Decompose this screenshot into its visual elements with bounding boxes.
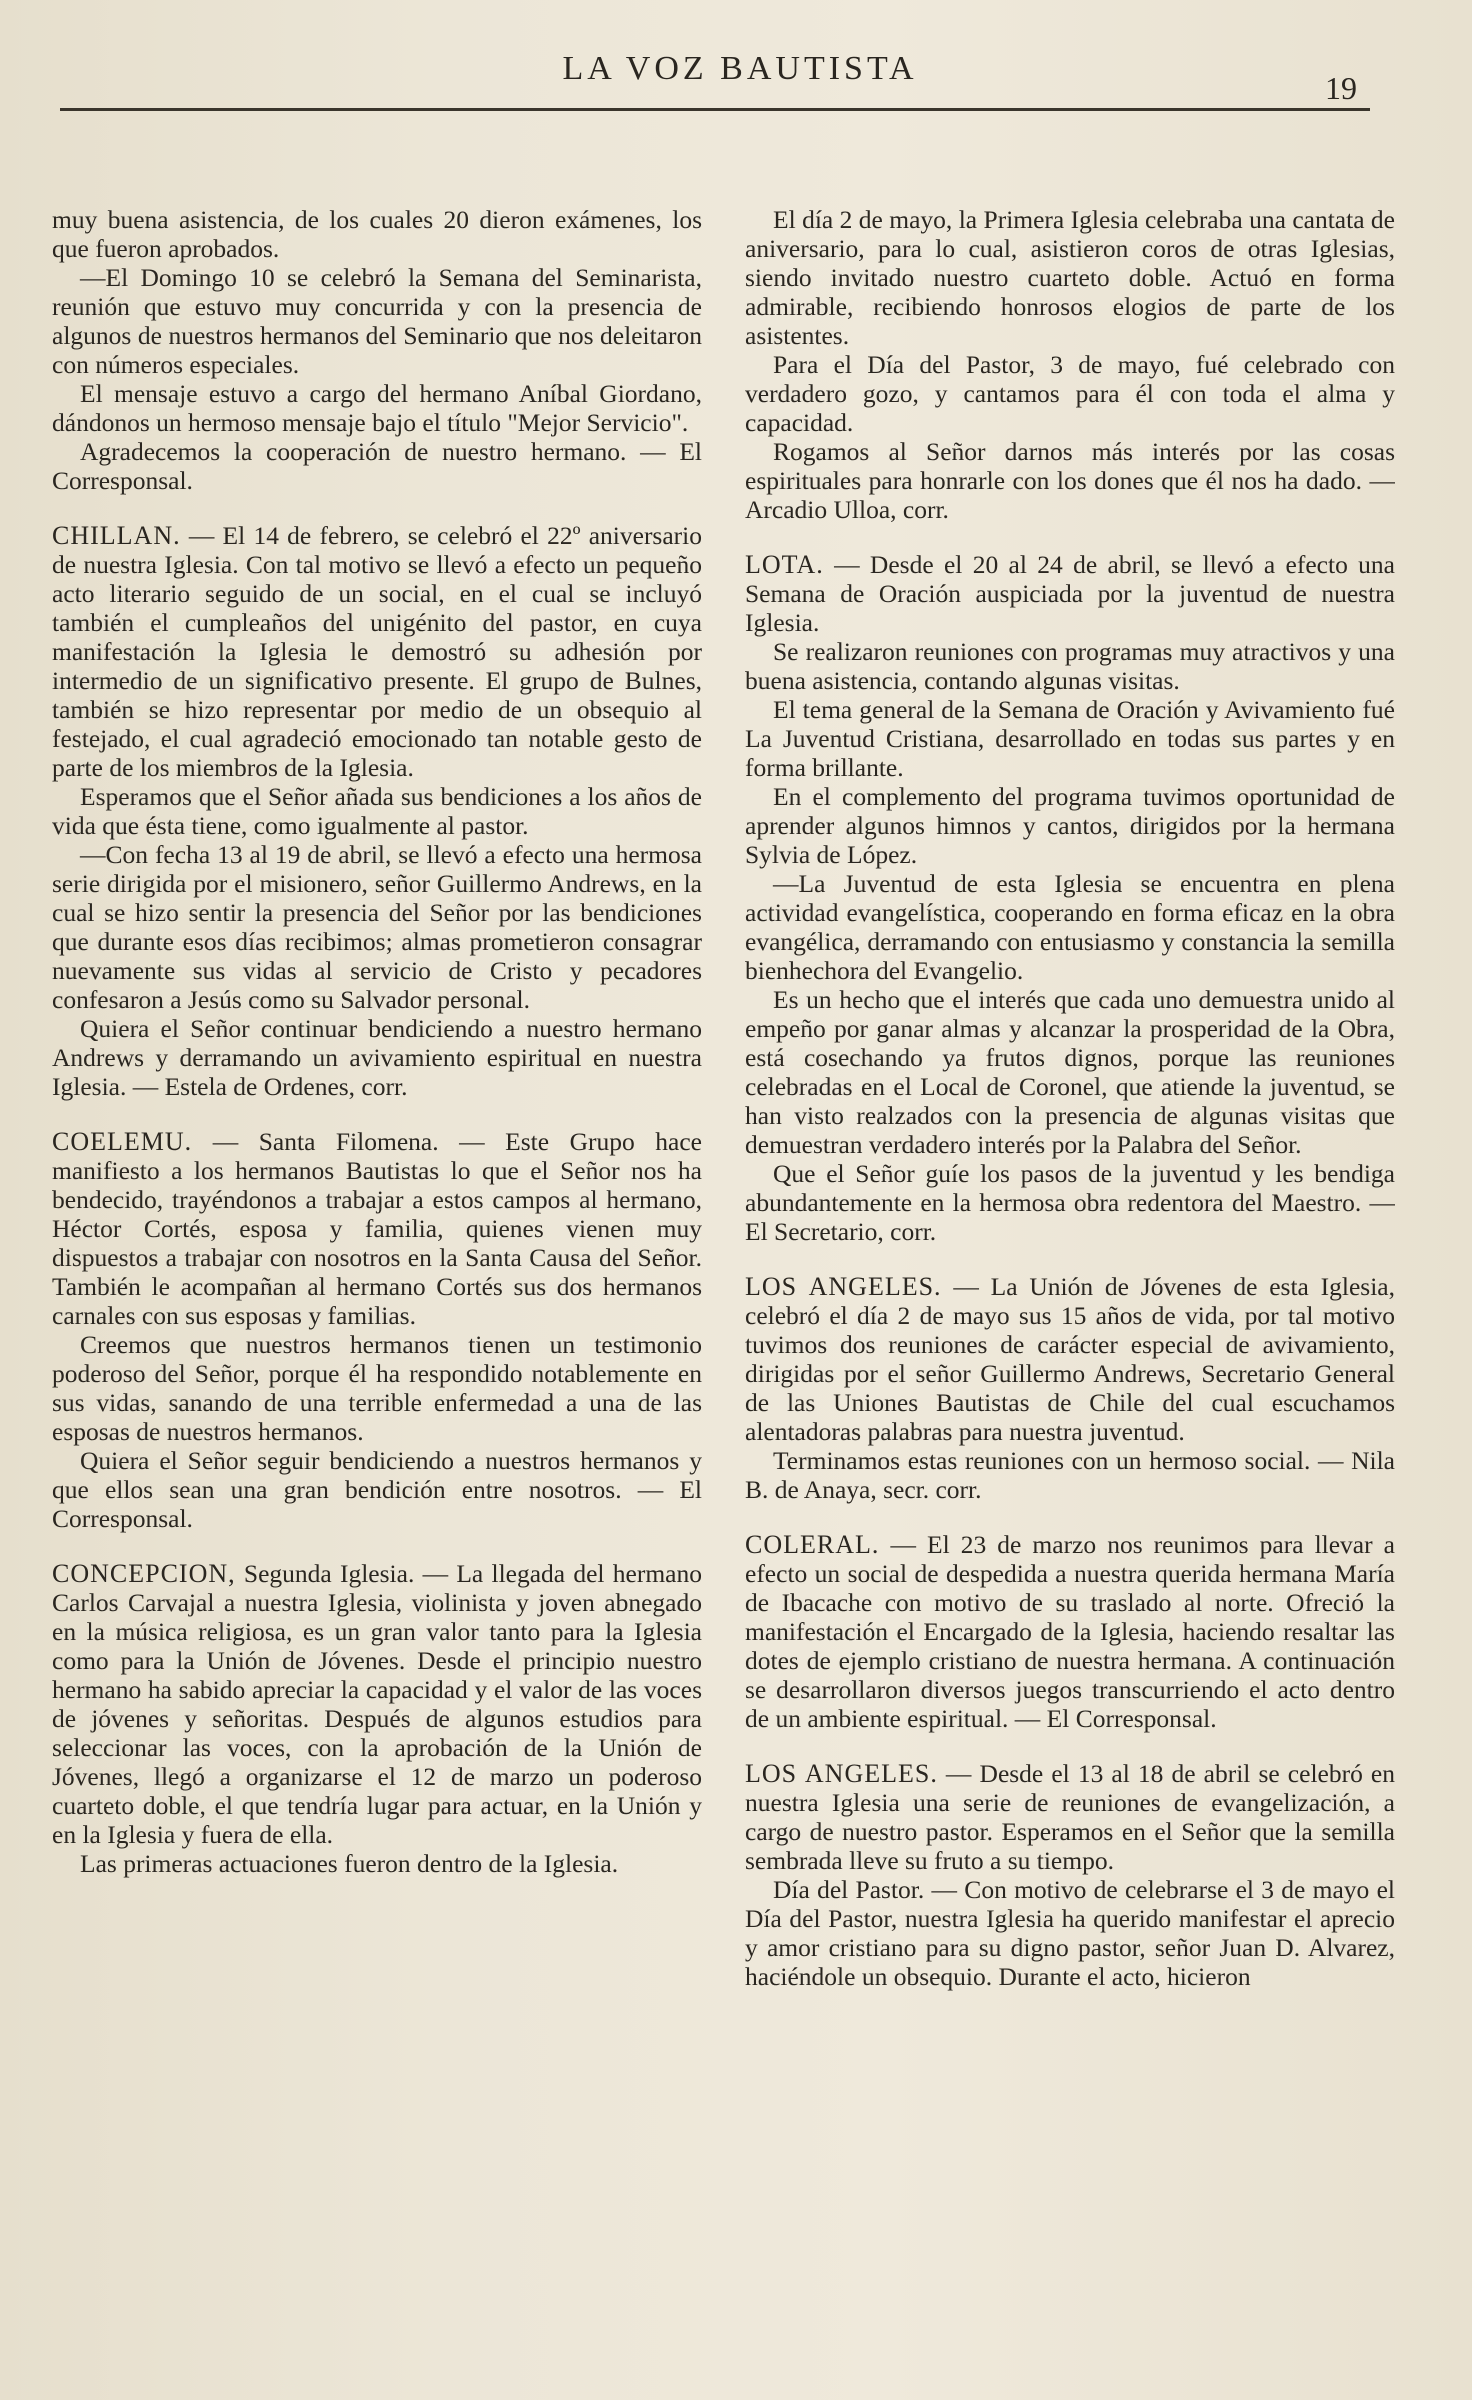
place-name: LOTA.	[745, 550, 824, 579]
news-item-concepcion	[52, 1559, 702, 1849]
paragraph: Agradecemos la cooperación de nuestro hermano. — El Corresponsal.	[52, 437, 702, 495]
place-name: LOS ANGELES.	[745, 1759, 938, 1788]
place-name: CHILLAN.	[52, 521, 181, 550]
paragraph: El día 2 de mayo, la Primera Iglesia celebraba una cantata de aniversario, para lo cual, asistieron coros de otras Iglesias, siendo invitado nuestro cuarteto doble. Actuó en forma admirable, recibiendo honrosos elogios de parte de los asistentes.	[745, 205, 1395, 350]
header-rule	[60, 108, 1370, 111]
item-text: — El 14 de febrero, se celebró el 22º aniversario de nuestra Iglesia. Con tal motivo se llevó a efecto un pequeño acto literario seguido de un social, en el cual se incluyó también el cumpleaños del unigénito del pastor, en cuya manifestación la Iglesia le demostró su adhesión por intermedio de un significativo presente. El grupo de Bulnes, también se hizo representar por medio de un obsequio al festejado, el cual agradeció emocionado tan notable gesto de parte de los miembros de la Iglesia.	[52, 521, 702, 782]
right-column	[745, 205, 1395, 2365]
paragraph: Terminamos estas reuniones con un hermoso social. — Nila B. de Anaya, secr. corr.	[745, 1446, 1395, 1504]
paragraph: El tema general de la Semana de Oración y Avivamiento fué La Juventud Cristiana, desarrollado en todas sus partes y en forma brillante.	[745, 695, 1395, 782]
paragraph: Para el Día del Pastor, 3 de mayo, fué celebrado con verdadero gozo, y cantamos para él con toda el alma y capacidad.	[745, 350, 1395, 437]
paragraph: Rogamos al Señor darnos más interés por las cosas espirituales para honrarle con los dones que él nos ha dado. — Arcadio Ulloa, corr.	[745, 437, 1395, 524]
paragraph: Que el Señor guíe los pasos de la juventud y les bendiga abundantemente en la hermosa obra redentora del Maestro. — El Secretario, corr.	[745, 1159, 1395, 1246]
place-name: LOS ANGELES.	[745, 1272, 942, 1301]
paragraph: Quiera el Señor seguir bendiciendo a nuestros hermanos y que ellos sean una gran bendición entre nosotros. — El Corresponsal.	[52, 1446, 702, 1533]
news-item-los-angeles-youth	[745, 1272, 1395, 1446]
paragraph: Quiera el Señor continuar bendiciendo a nuestro hermano Andrews y derramando un avivamiento espiritual en nuestra Iglesia. — Estela de Ordenes, corr.	[52, 1014, 702, 1101]
running-head: LA VOZ BAUTISTA	[562, 50, 918, 87]
paragraph: El mensaje estuvo a cargo del hermano Aníbal Giordano, dándonos un hermoso mensaje bajo el título "Mejor Servicio".	[52, 379, 702, 437]
news-item-lota	[745, 550, 1395, 637]
paragraph: En el complemento del programa tuvimos oportunidad de aprender algunos himnos y cantos, dirigidos por la hermana Sylvia de López.	[745, 782, 1395, 869]
item-text: Segunda Iglesia. — La llegada del hermano Carlos Carvajal a nuestra Iglesia, violinista y joven abnegado en la música religiosa, es un gran valor tanto para la Iglesia como para la Unión de Jóvenes. Desde el principio nuestro hermano ha sabido apreciar la capacidad y el valor de las voces de jóvenes y señoritas. Después de algunos estudios para seleccionar las voces, con la aprobación de la Unión de Jóvenes, llegó a organizarse el 12 de marzo un poderoso cuarteto doble, el que tendría lugar para actuar, en la Unión y en la Iglesia y fuera de ella.	[52, 1559, 702, 1849]
news-item-los-angeles-evangelism	[745, 1759, 1395, 1875]
news-item-coelemu	[52, 1127, 702, 1330]
place-name: COLERAL.	[745, 1530, 880, 1559]
item-text: — Desde el 20 al 24 de abril, se llevó a efecto una Semana de Oración auspiciada por la juventud de nuestra Iglesia.	[745, 550, 1395, 637]
paragraph: —La Juventud de esta Iglesia se encuentra en plena actividad evangelística, cooperando en forma eficaz en la obra evangélica, derramando con entusiasmo y constancia la semilla bienhechora del Evangelio.	[745, 869, 1395, 985]
page-number: 19	[1325, 70, 1357, 106]
paragraph: Creemos que nuestros hermanos tienen un testimonio poderoso del Señor, porque él ha respondido notablemente en sus vidas, sanando de una terrible enfermedad a una de las esposas de nuestros hermanos.	[52, 1330, 702, 1446]
paragraph: —Con fecha 13 al 19 de abril, se llevó a efecto una hermosa serie dirigida por el misionero, señor Guillermo Andrews, en la cual se hizo sentir la presencia del Señor por las bendiciones que durante esos días recibimos; almas prometieron consagrar nuevamente sus vidas al servicio de Cristo y pecadores confesaron a Jesús como su Salvador personal.	[52, 840, 702, 1014]
item-text: — Santa Filomena. — Este Grupo hace manifiesto a los hermanos Bautistas lo que el Señor nos ha bendecido, trayéndonos a trabajar a estos campos al hermano, Héctor Cortés, esposa y familia, quienes vienen muy dispuestos a trabajar con nosotros en la Santa Causa del Señor. También le acompañan al hermano Cortés sus dos hermanos carnales con sus esposas y familias.	[52, 1127, 702, 1330]
paragraph: muy buena asistencia, de los cuales 20 dieron exámenes, los que fueron aprobados.	[52, 205, 702, 263]
item-text: — La Unión de Jóvenes de esta Iglesia, celebró el día 2 de mayo sus 15 años de vida, por tal motivo tuvimos dos reuniones de carácter especial de avivamiento, dirigidas por el señor Guillermo Andrews, Secretario General de las Uniones Bautistas de Chile del cual escuchamos alentadoras palabras para nuestra juventud.	[745, 1272, 1395, 1446]
paragraph: Esperamos que el Señor añada sus bendiciones a los años de vida que ésta tiene, como igualmente al pastor.	[52, 782, 702, 840]
paragraph: Se realizaron reuniones con programas muy atractivos y una buena asistencia, contando algunas visitas.	[745, 637, 1395, 695]
paragraph: —El Domingo 10 se celebró la Semana del Seminarista, reunión que estuvo muy concurrida y con la presencia de algunos de nuestros hermanos del Seminario que nos deleitaron con números especiales.	[52, 263, 702, 379]
place-name: COELEMU.	[52, 1127, 193, 1156]
item-text: — El 23 de marzo nos reunimos para llevar a efecto un social de despedida a nuestra querida hermana María de Ibacache con motivo de su traslado al norte. Ofreció la manifestación el Encargado de la Iglesia, haciendo resaltar las dotes de ejemplo cristiano de nuestra hermana. A continuación se desarrollaron diversos juegos transcurriendo el acto dentro de un ambiente espiritual. — El Corresponsal.	[745, 1530, 1395, 1733]
paragraph: Las primeras actuaciones fueron dentro de la Iglesia.	[80, 1849, 619, 1878]
paragraph: Es un hecho que el interés que cada uno demuestra unido al empeño por ganar almas y alcanzar la prosperidad de la Obra, está cosechando ya frutos dignos, porque las reuniones celebradas en el Local de Coronel, que atiende la juventud, se han visto realzados con la presencia de algunas visitas que demuestran verdadero interés por la Palabra del Señor.	[745, 985, 1395, 1159]
place-name: CONCEPCION,	[52, 1559, 236, 1588]
paragraph: Día del Pastor. — Con motivo de celebrarse el 3 de mayo el Día del Pastor, nuestra Iglesia ha querido manifestar el aprecio y amor cristiano para su digno pastor, señor Juan D. Alvarez, haciéndole un obsequio. Durante el acto, hicieron	[745, 1875, 1395, 1991]
item-text: — Desde el 13 al 18 de abril se celebró en nuestra Iglesia una serie de reuniones de evangelización, a cargo de nuestro pastor. Esperamos en el Señor que la semilla sembrada lleve su fruto a su tiempo.	[745, 1759, 1395, 1875]
news-item-chillan	[52, 521, 702, 782]
page-header	[0, 40, 1472, 120]
left-column	[52, 205, 702, 2365]
news-item-coleral	[745, 1530, 1395, 1733]
